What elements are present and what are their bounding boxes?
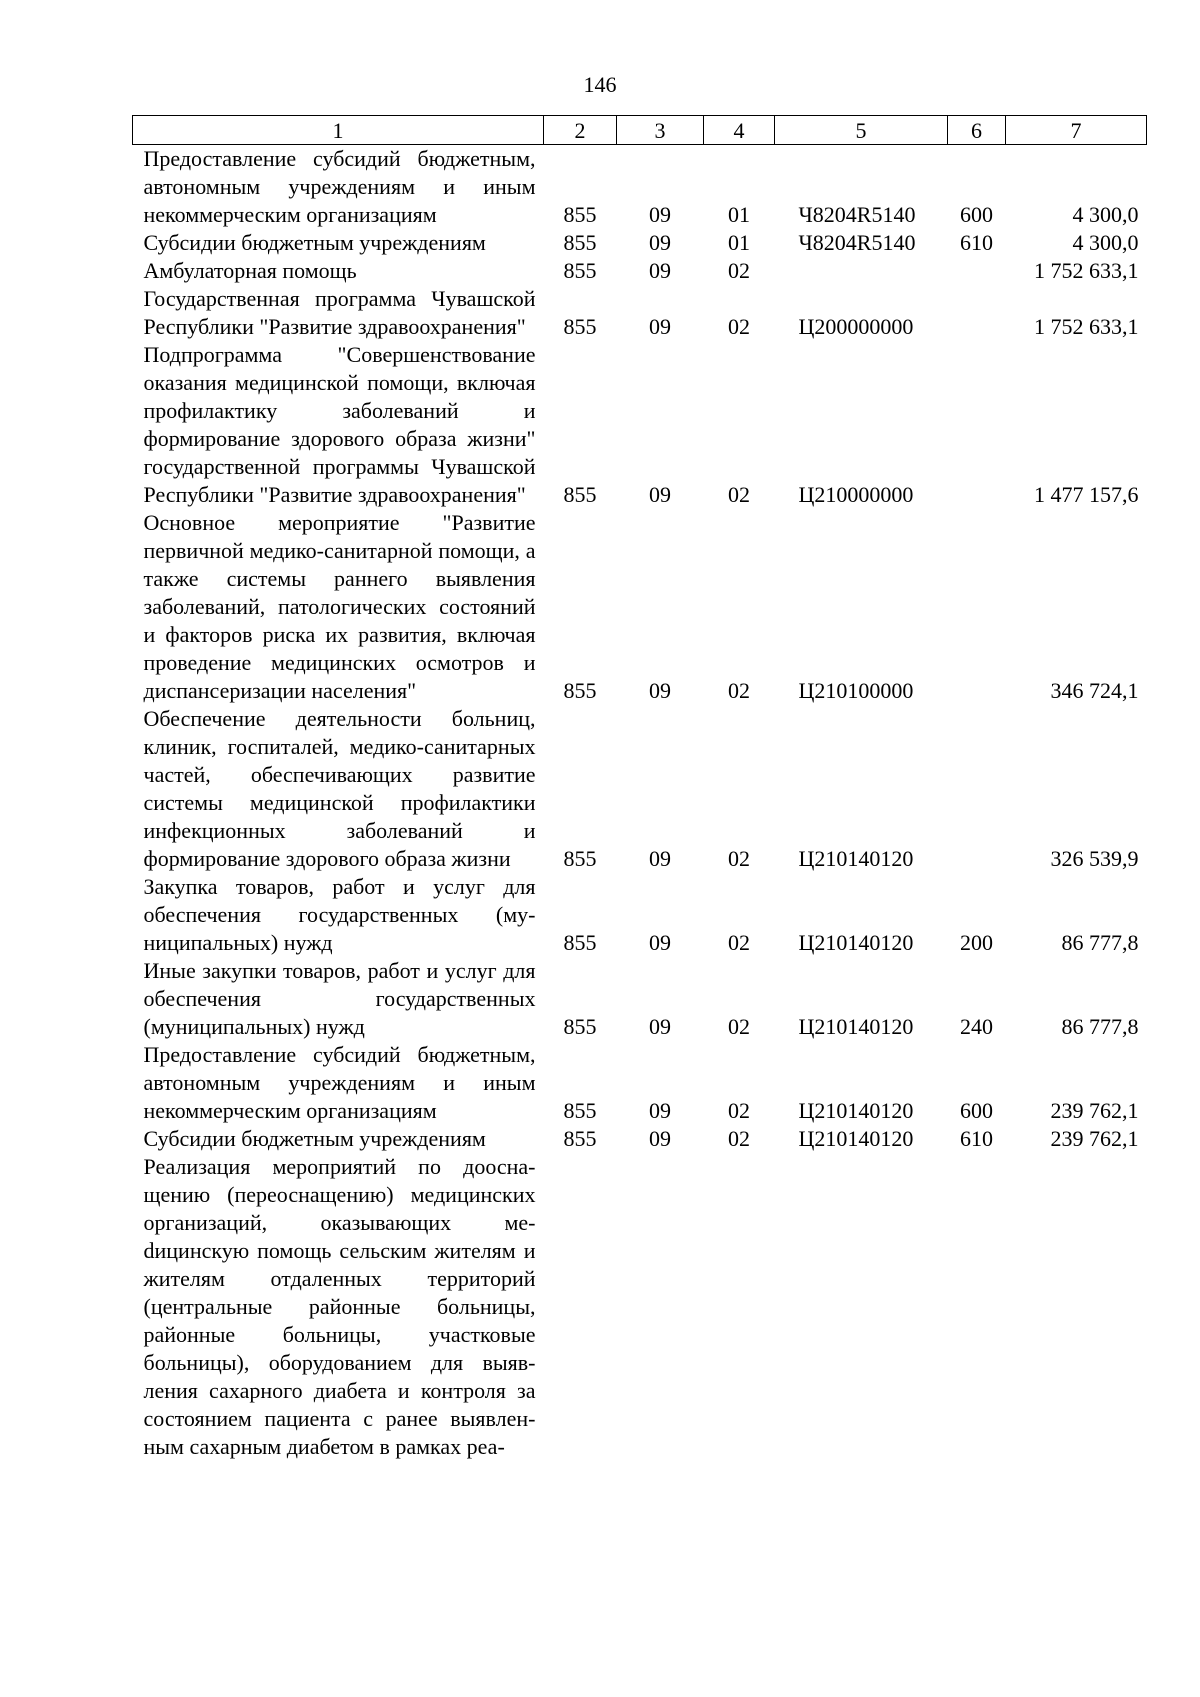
header-col-5: 5 (775, 116, 948, 145)
table-body (133, 145, 1147, 1462)
row-expense-type (948, 509, 1006, 705)
row-expense-type (948, 257, 1006, 285)
row-amount: 4 300,0 (1072, 202, 1139, 227)
header-col-2: 2 (544, 116, 617, 145)
row-expense-type: 610 (960, 1126, 993, 1151)
row-target-code: Ц210100000 (798, 678, 914, 703)
table-row (133, 873, 1147, 957)
row-name: Амбулаторная помощь (143, 258, 357, 283)
row-target-code: Ц210140120 (798, 930, 914, 955)
table-header-row (133, 116, 1147, 145)
header-col-1: 1 (133, 116, 544, 145)
table-row (133, 1153, 1147, 1461)
row-amount: 326 539,9 (1050, 846, 1139, 871)
row-section-code: 09 (649, 846, 671, 871)
row-target-code: Ц210140120 (798, 846, 914, 871)
row-name: Предоставление субсидий бюджетным, автономным учреждениям и иным некоммерческим организациям (143, 1042, 536, 1123)
row-section-code: 09 (649, 1014, 671, 1039)
table-row (133, 957, 1147, 1041)
table-row (133, 1125, 1147, 1153)
row-ministry-code: 855 (563, 258, 597, 283)
table-row (133, 229, 1147, 257)
row-expense-type (948, 1153, 1006, 1461)
row-subsection-code (704, 1153, 775, 1461)
row-ministry-code: 855 (563, 678, 597, 703)
row-name: Предоставление субсидий бюджетным, автономным учреждениям и иным некоммерческим организациям (143, 146, 536, 227)
row-amount: 239 762,1 (1050, 1098, 1139, 1123)
row-target-code: Ц210140120 (798, 1126, 914, 1151)
row-section-code: 09 (649, 258, 671, 283)
row-amount: 86 777,8 (1061, 930, 1139, 955)
row-ministry-code: 855 (563, 846, 597, 871)
table-row (133, 1041, 1147, 1125)
table-row (133, 285, 1147, 341)
row-expense-type (948, 341, 1006, 509)
row-target-code: Ц210140120 (798, 1014, 914, 1039)
table-row (133, 705, 1147, 873)
row-amount: 1 752 633,1 (1034, 314, 1139, 339)
row-ministry-code: 855 (563, 930, 597, 955)
table-row (133, 145, 1147, 230)
row-target-code: Ч8204R5140 (798, 230, 916, 255)
row-subsection-code: 01 (728, 230, 750, 255)
page-number: 146 (583, 72, 617, 97)
table-row (133, 341, 1147, 509)
row-amount: 86 777,8 (1061, 1014, 1139, 1039)
row-name: Подпрограмма "Совершенствование оказания медицинской помощи, включая профилактику заболеваний и формирование здорового образа жизни" государственной программы Чувашской Республики "Развитие здравоохранения" (143, 342, 536, 507)
row-name: Закупка товаров, работ и услуг для обеспечения государственных (муниципальных) нужд (143, 874, 536, 955)
row-expense-type (948, 705, 1006, 873)
header-col-3: 3 (617, 116, 704, 145)
table-row (133, 257, 1147, 285)
row-ministry-code: 855 (563, 1098, 597, 1123)
row-ministry-code: 855 (563, 1014, 597, 1039)
row-amount: 239 762,1 (1050, 1126, 1139, 1151)
row-ministry-code: 855 (563, 482, 597, 507)
row-ministry-code: 855 (563, 230, 597, 255)
row-ministry-code: 855 (563, 1126, 597, 1151)
row-expense-type (948, 285, 1006, 341)
row-name: Государственная программа Чувашской Республики "Развитие здравоохранения" (143, 286, 536, 339)
header-col-6: 6 (948, 116, 1006, 145)
row-name: Обеспечение деятельности больниц, клиник, госпиталей, медико-санитарных частей, обеспечивающих развитие системы медицинской профилактики инфекционных заболеваний и формирование здорового образа жизни (143, 706, 536, 871)
row-section-code: 09 (649, 314, 671, 339)
header-col-7: 7 (1006, 116, 1147, 145)
row-section-code (617, 1153, 704, 1461)
row-target-code (775, 1153, 948, 1461)
row-ministry-code (544, 1153, 617, 1461)
row-section-code: 09 (649, 202, 671, 227)
row-subsection-code: 02 (728, 846, 750, 871)
row-section-code: 09 (649, 678, 671, 703)
row-target-code (775, 257, 948, 285)
row-section-code: 09 (649, 1098, 671, 1123)
row-expense-type: 600 (960, 1098, 993, 1123)
row-amount: 346 724,1 (1050, 678, 1139, 703)
row-amount: 1 752 633,1 (1034, 258, 1139, 283)
row-section-code: 09 (649, 930, 671, 955)
row-name: Основное мероприятие "Развитие первичной медико-санитарной помощи, а также системы раннего выявления заболеваний, патологических состояний и факторов риска их развития, включая проведение медицинских осмотров и диспансеризации населения" (143, 510, 536, 703)
row-expense-type: 600 (960, 202, 993, 227)
budget-table (132, 115, 1147, 1461)
row-subsection-code: 02 (728, 258, 750, 283)
row-subsection-code: 02 (728, 1126, 750, 1151)
row-ministry-code: 855 (563, 314, 597, 339)
row-name: Реализация мероприятий по дооснащению (переоснащению) медицинских организаций, оказывающих меdицинскую помощь сельским жителям и жителям отдаленных территорий (центральные районные больницы, районные больницы, участковые больницы), оборудованием для выявления сахарного диабета и контроля за состоянием пациента с ранее выявленным сахарным диабетом в рамках реа- (143, 1154, 536, 1459)
row-expense-type: 610 (960, 230, 993, 255)
row-amount: 1 477 157,6 (1034, 482, 1139, 507)
row-subsection-code: 02 (728, 314, 750, 339)
row-amount (1006, 1153, 1147, 1461)
row-subsection-code: 02 (728, 930, 750, 955)
row-section-code: 09 (649, 1126, 671, 1151)
row-expense-type: 200 (960, 930, 993, 955)
row-section-code: 09 (649, 482, 671, 507)
row-target-code: Ц200000000 (798, 314, 914, 339)
row-name: Субсидии бюджетным учреждениям (143, 230, 486, 255)
row-subsection-code: 02 (728, 1014, 750, 1039)
row-subsection-code: 01 (728, 202, 750, 227)
row-ministry-code: 855 (563, 202, 597, 227)
row-name: Субсидии бюджетным учреждениям (143, 1126, 486, 1151)
row-expense-type: 240 (960, 1014, 993, 1039)
row-amount: 4 300,0 (1072, 230, 1139, 255)
row-target-code: Ц210140120 (798, 1098, 914, 1123)
row-target-code: Ц210000000 (798, 482, 914, 507)
table-row (133, 509, 1147, 705)
row-name: Иные закупки товаров, работ и услуг для обеспечения государственных (муниципальных) нужд (143, 958, 536, 1039)
row-subsection-code: 02 (728, 482, 750, 507)
row-subsection-code: 02 (728, 1098, 750, 1123)
row-target-code: Ч8204R5140 (798, 202, 916, 227)
header-col-4: 4 (704, 116, 775, 145)
row-subsection-code: 02 (728, 678, 750, 703)
row-section-code: 09 (649, 230, 671, 255)
